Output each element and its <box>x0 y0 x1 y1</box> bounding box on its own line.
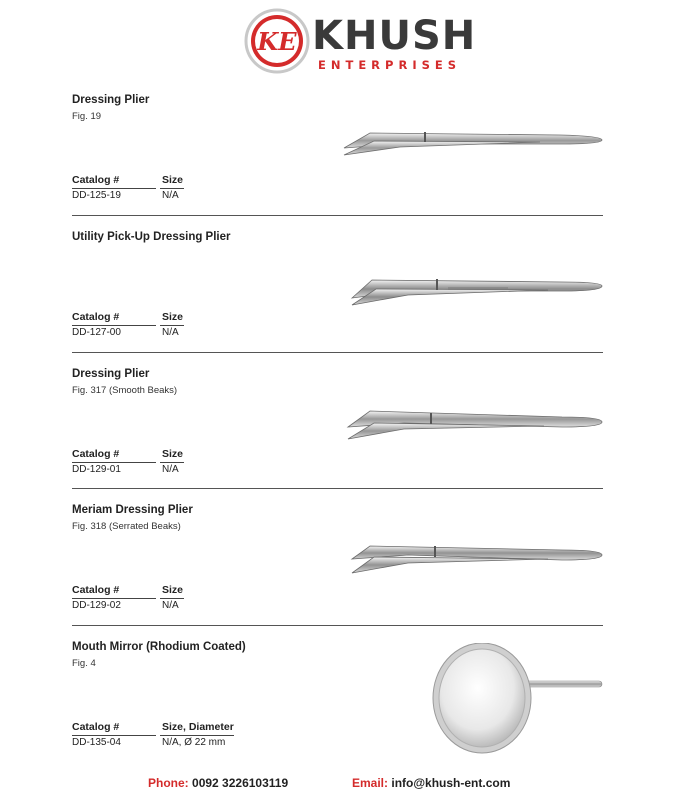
size-value: N/A <box>162 464 179 475</box>
email-contact[interactable] <box>352 776 510 790</box>
size-header: Size <box>162 174 184 186</box>
product-section <box>0 504 689 641</box>
product-title: Mouth Mirror (Rhodium Coated) <box>72 641 246 653</box>
phone-number[interactable]: 0092 3226103119 <box>192 776 289 790</box>
header-rule <box>72 188 156 189</box>
header-rule <box>72 462 156 463</box>
catalog-number: DD-135-04 <box>72 737 121 748</box>
product-figure: Fig. 317 (Smooth Beaks) <box>72 385 178 396</box>
section-divider <box>72 488 603 489</box>
header-rule <box>160 462 184 463</box>
mouth-mirror-illustration <box>428 643 606 757</box>
catalog-number: DD-129-01 <box>72 464 121 475</box>
catalog-number: DD-125-19 <box>72 190 121 201</box>
header-rule <box>72 735 156 736</box>
product-title: Dressing Plier <box>72 94 150 106</box>
size-header: Size, Diameter <box>162 721 234 733</box>
catalog-number: DD-127-00 <box>72 327 121 338</box>
catalog-header: Catalog # <box>72 311 120 323</box>
product-section <box>0 368 689 505</box>
header-rule <box>72 598 156 599</box>
contact-footer <box>0 776 689 794</box>
utility-pickup-plier-illustration <box>348 274 606 308</box>
size-header: Size <box>162 311 184 323</box>
product-title: Dressing Plier <box>72 368 150 380</box>
catalog-header: Catalog # <box>72 721 120 733</box>
header-rule <box>160 598 184 599</box>
product-section <box>0 641 689 778</box>
phone-label: Phone: <box>148 776 189 790</box>
size-value: N/A <box>162 190 179 201</box>
section-divider <box>72 215 603 216</box>
header-rule <box>160 325 184 326</box>
product-title: Utility Pick-Up Dressing Plier <box>72 231 231 243</box>
section-divider <box>72 625 603 626</box>
product-figure: Fig. 318 (Serrated Beaks) <box>72 521 181 532</box>
product-figure: Fig. 4 <box>72 658 96 669</box>
ke-badge-icon <box>244 8 310 74</box>
product-figure: Fig. 19 <box>72 111 102 122</box>
badge-initials: KE <box>257 27 297 56</box>
email-address[interactable]: info@khush-ent.com <box>391 776 511 790</box>
product-title: Meriam Dressing Plier <box>72 504 193 516</box>
email-label: Email: <box>352 776 389 790</box>
dressing-plier-illustration <box>340 124 605 160</box>
header-rule <box>72 325 156 326</box>
product-section <box>0 231 689 368</box>
size-value: N/A, Ø 22 mm <box>162 737 226 748</box>
size-value: N/A <box>162 327 179 338</box>
header-rule <box>160 188 184 189</box>
header-rule <box>160 735 234 736</box>
brand-logo <box>0 0 689 90</box>
size-value: N/A <box>162 600 179 611</box>
product-section <box>0 94 689 231</box>
catalog-header: Catalog # <box>72 174 120 186</box>
section-divider <box>72 352 603 353</box>
catalog-number: DD-129-02 <box>72 600 121 611</box>
catalog-header: Catalog # <box>72 584 120 596</box>
catalog-header: Catalog # <box>72 448 120 460</box>
brand-name: KHUSH <box>312 13 477 59</box>
size-header: Size <box>162 584 184 596</box>
brand-tagline: ENTERPRISES <box>318 58 462 72</box>
phone-contact[interactable] <box>148 776 288 790</box>
size-header: Size <box>162 448 184 460</box>
smooth-beak-plier-illustration <box>344 405 606 443</box>
serrated-beak-plier-illustration <box>348 541 606 577</box>
